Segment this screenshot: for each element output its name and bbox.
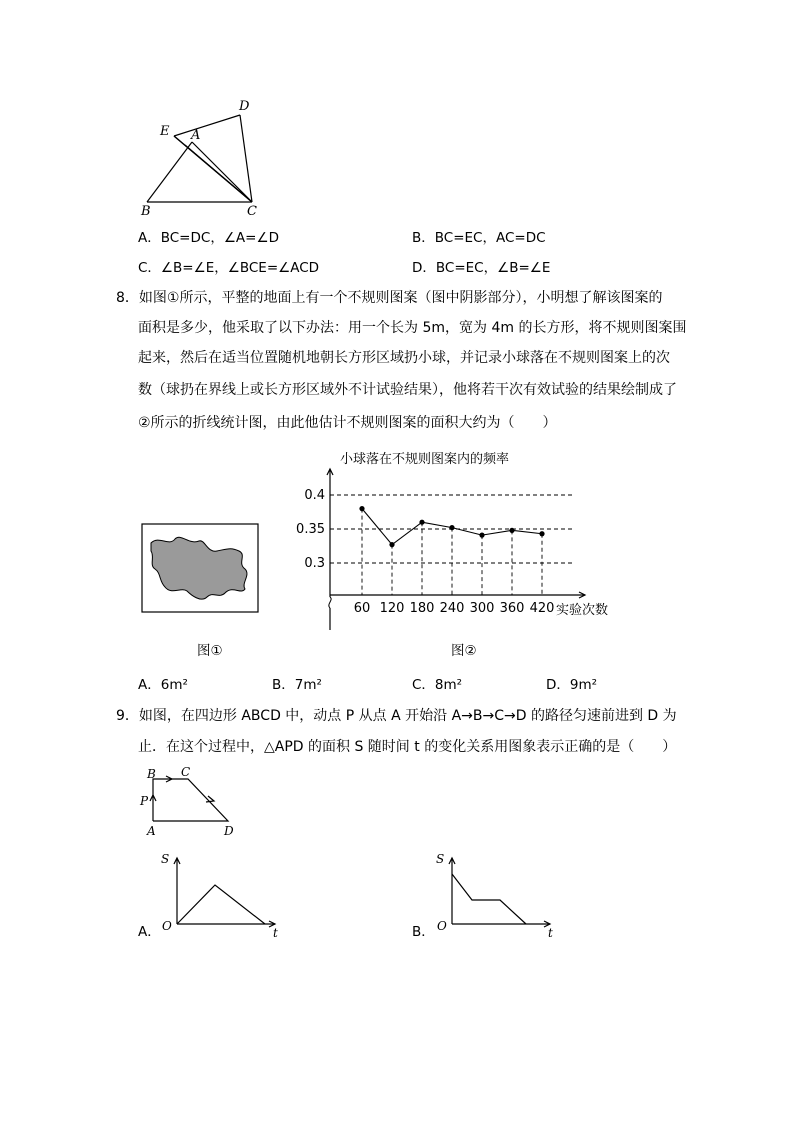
quad-label-a: A [147,824,156,838]
q8-line-1: 8．如图①所示，平整的地面上有一个不规则图案（图中阴影部分），小明想了解该图案的 [116,290,663,306]
chart-data-point [509,528,514,533]
quad-label-p: P [140,794,149,808]
segment-inner [185,145,252,202]
graph-b-label-s: S [436,852,445,866]
segment-dc [240,115,252,202]
q7-triangle-figure [135,95,275,220]
q8-option-c[interactable]: C．8m² [412,677,463,693]
label-a: A [191,128,201,143]
fig1-caption: 图① [197,643,223,659]
graph-a-curve [177,885,265,924]
q8-line-2: 面积是多少，他采取了以下办法：用一个长为 5m，宽为 4m 的长方形，将不规则图案围 [138,320,687,336]
chart-x-tick-label: 240 [439,601,465,616]
chart-y-tick-label: 0.3 [304,556,325,571]
graph-b-label-o: O [437,919,447,933]
graph-a-label-s: S [161,852,170,866]
segment-ac [192,142,252,202]
q7-option-b[interactable]: B．BC=EC，AC=DC [412,230,546,246]
q8-figure-1 [141,523,261,615]
segment-ed [174,115,240,136]
label-b: B [141,204,151,219]
graph-a-label-o: O [162,919,172,933]
chart-y-tick-label: 0.4 [304,488,325,503]
q9-line-2: 止．在这个过程中，△APD 的面积 S 随时间 t 的变化关系用图象表示正确的是（ ） [138,739,677,755]
q8-option-a[interactable]: A．6m² [138,677,188,693]
chart-data-point [449,525,454,530]
q7-option-d[interactable]: D．BC=EC，∠B=∠E [412,260,551,276]
quad-label-c: C [181,765,191,779]
chart-x-tick-label: 300 [469,601,495,616]
chart-x-tick-label: 420 [529,601,555,616]
chart-x-label: 实验次数 [556,603,609,618]
q8-line-chart [290,445,620,640]
chart-y-tick-label: 0.35 [296,522,325,537]
chart-data-point [389,542,394,547]
q7-option-a[interactable]: A．BC=DC，∠A=∠D [138,230,279,246]
q9-line-1: 9．如图，在四边形 ABCD 中，动点 P 从点 A 开始沿 A→B→C→D 的路径匀速前进到 D 为 [116,708,677,724]
graph-b-label-t: t [548,926,553,940]
q8-option-d[interactable]: D．9m² [546,677,598,693]
quad-label-b: B [147,767,156,781]
q9-quadrilateral [138,763,248,838]
chart-title: 小球落在不规则图案内的频率 [340,452,510,467]
chart-axis-break [329,597,331,608]
q9-option-a[interactable]: A． [138,924,161,940]
graph-a-label-t: t [273,926,278,940]
chart-data-point [419,520,424,525]
chart-x-tick-label: 120 [379,601,405,616]
q8-line-3: 起来，然后在适当位置随机地朝长方形区域扔小球，并记录小球落在不规则图案上的次 [138,350,670,366]
chart-data-point [539,531,544,536]
label-d: D [239,99,250,114]
q8-line-5: ②所示的折线统计图，由此他估计不规则图案的面积大约为（ ） [138,415,557,431]
q7-option-c[interactable]: C．∠B=∠E，∠BCE=∠ACD [138,260,320,276]
q9-graph-b[interactable] [430,848,560,940]
chart-x-tick-label: 60 [353,601,371,616]
quad-label-d: D [224,824,234,838]
chart-data-point [359,506,364,511]
label-e: E [160,124,170,139]
segment-ba [147,142,192,202]
q9-graph-a[interactable] [155,848,285,940]
chart-x-tick-label: 360 [499,601,525,616]
fig2-caption: 图② [451,643,477,659]
graph-b-curve [452,874,526,924]
label-c: C [247,204,257,219]
q8-option-b[interactable]: B．7m² [272,677,322,693]
q9-option-b[interactable]: B． [412,924,435,940]
chart-data-point [479,533,484,538]
q8-line-4: 数（球扔在界线上或长方形区域外不计试验结果），他将若干次有效试验的结果绘制成了 [138,382,677,398]
chart-x-tick-label: 180 [409,601,435,616]
quad-abcd [153,779,228,821]
